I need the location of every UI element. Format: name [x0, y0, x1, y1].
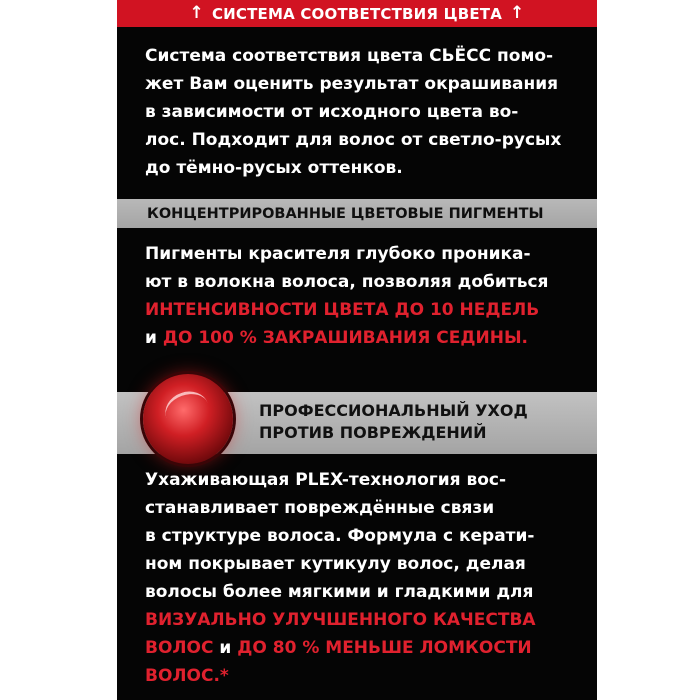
text-line: в структуре волоса. Формула с керати-	[145, 526, 535, 546]
header-line: ПРОФЕССИОНАЛЬНЫЙ УХОД	[259, 401, 528, 420]
color-system-banner	[117, 0, 597, 27]
protection-orb-icon	[143, 374, 233, 464]
text-line: жет Вам оценить результат окрашивания	[145, 74, 559, 94]
text-line: в зависимости от исходного цвета во-	[145, 102, 519, 122]
highlight-text: ИНТЕНСИВНОСТИ ЦВЕТА ДО 10 НЕДЕЛЬ	[145, 300, 540, 320]
highlight-text: ВОЛОС.*	[145, 666, 229, 686]
arrow-up-icon: ↑	[510, 3, 525, 23]
text-line: станавливает повреждённые связи	[145, 498, 495, 518]
pigments-description	[145, 240, 585, 352]
text-line	[145, 634, 585, 662]
text-line: до тёмно-русых оттенков.	[145, 158, 403, 178]
product-info-panel	[117, 0, 597, 700]
text-line: Пигменты красителя глубоко проника-	[145, 244, 531, 264]
arrow-up-icon: ↑	[189, 3, 204, 23]
highlight-text: ДО 100 % ЗАКРАШИВАНИЯ СЕДИНЫ.	[162, 328, 529, 348]
care-section-header	[259, 400, 559, 444]
highlight-text: ДО 80 % МЕНЬШЕ ЛОМКОСТИ	[237, 638, 532, 658]
color-system-description	[145, 42, 585, 182]
text-line: лос. Подходит для волос от светло-русых	[145, 130, 562, 150]
highlight-text: ВИЗУАЛЬНО УЛУЧШЕННОГО КАЧЕСТВА	[145, 610, 536, 630]
text-line: волосы более мягкими и гладкими для	[145, 582, 534, 602]
pigments-section-header: КОНЦЕНТРИРОВАННЫЕ ЦВЕТОВЫЕ ПИГМЕНТЫ	[117, 199, 597, 228]
conjunction: и	[145, 328, 157, 348]
highlight-text: ВОЛОС	[145, 638, 214, 658]
text-line: ют в волокна волоса, позволяя добиться	[145, 272, 549, 292]
text-line: ном покрывает кутикулу волос, делая	[145, 554, 526, 574]
text-line: Система соответствия цвета СЬЁСС помо-	[145, 46, 554, 66]
care-description	[145, 466, 585, 690]
banner-title: СИСТЕМА СООТВЕТСТВИЯ ЦВЕТА	[211, 4, 503, 23]
header-line: ПРОТИВ ПОВРЕЖДЕНИЙ	[259, 423, 487, 442]
text-line: Ухаживающая PLEX-технология вос-	[145, 470, 507, 490]
conjunction: и	[219, 638, 232, 658]
text-line	[145, 324, 585, 352]
